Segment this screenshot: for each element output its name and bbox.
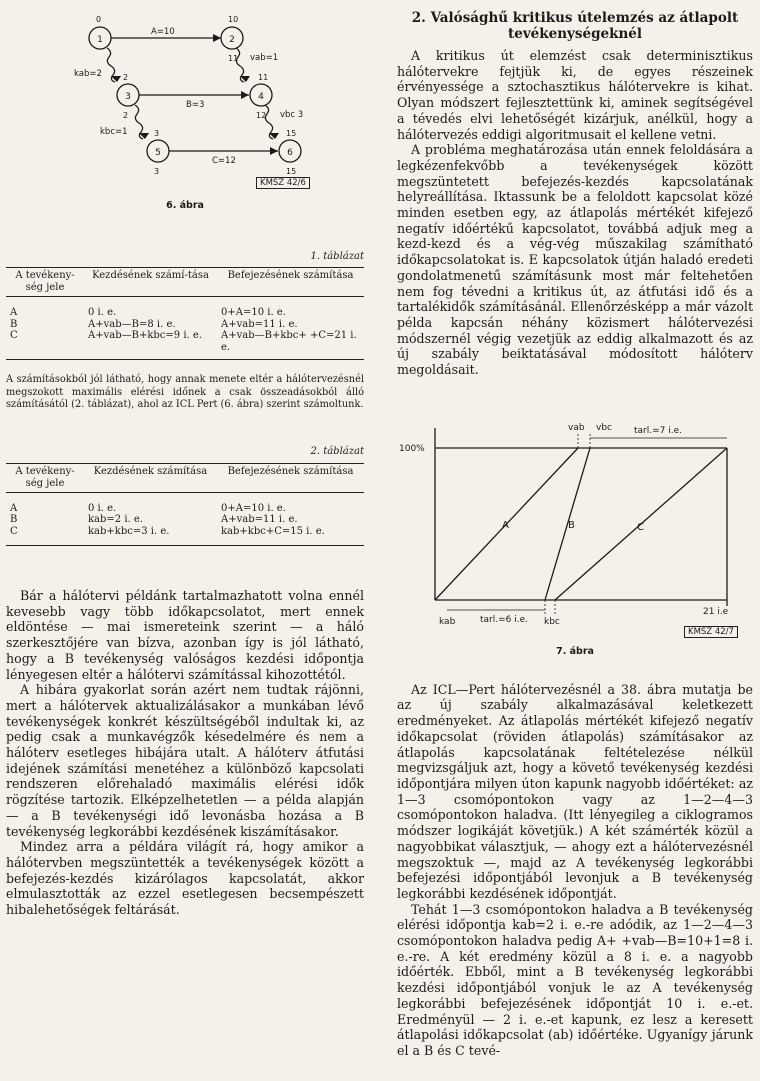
tarl6-label: tarl.=6 i.e. bbox=[480, 614, 528, 625]
table2-header: Kezdésének számítása bbox=[93, 465, 208, 477]
node-4-label: 4 bbox=[258, 92, 264, 102]
table-cell: kab+kbc+C=15 i. e. bbox=[221, 525, 325, 537]
table1-header: Kezdésének számí-tása bbox=[92, 270, 209, 281]
fig7-caption: 7. ábra bbox=[556, 645, 594, 657]
table1-header-row bbox=[6, 268, 364, 297]
node-3-label: 3 bbox=[125, 92, 131, 102]
label-c: C=12 bbox=[212, 156, 236, 166]
node-1-label: 1 bbox=[97, 35, 103, 45]
right-column bbox=[397, 0, 753, 1059]
table-row bbox=[6, 297, 364, 319]
table2 bbox=[6, 463, 364, 547]
node-5-label: 5 bbox=[155, 148, 161, 158]
fig6-code: KMSZ 42/6 bbox=[256, 177, 310, 189]
right-body-bottom bbox=[397, 682, 753, 1059]
table-cell: C bbox=[10, 525, 18, 537]
table-cell: A+vab—B=8 i. e. bbox=[88, 318, 176, 330]
time-n2: 10 bbox=[228, 15, 239, 24]
kbc-label: kbc bbox=[544, 616, 560, 627]
table-cell: A+vab—B+kbc+ +C=21 i. e. bbox=[221, 330, 357, 353]
table-cell: 0 i. e. bbox=[88, 502, 117, 514]
fig7-code: KMSZ 42/7 bbox=[684, 626, 738, 638]
time-n6b: 15 bbox=[286, 167, 297, 176]
table-cell: B bbox=[10, 318, 18, 330]
table-row bbox=[6, 514, 364, 526]
left-paragraph: Mindez arra a példára világít rá, hogy amikor a hálótervben megszüntették a tevékenységek között a befejezés-kezdés kizárólagos kapcsolatát, akkor elmulasztották az ezzel esetlegesen becsempészett hibalehetőségek feltárását. bbox=[6, 839, 364, 918]
table-cell: A+vab=11 i. e. bbox=[221, 514, 298, 525]
label-b: B=3 bbox=[186, 100, 205, 110]
table-cell: 0+A=10 i. e. bbox=[221, 502, 286, 514]
table-cell: B bbox=[10, 514, 18, 525]
label-vbc: vbc 3 bbox=[280, 110, 304, 120]
label-a: A=10 bbox=[151, 27, 175, 37]
time-n5b: 3 bbox=[154, 167, 160, 176]
network-diagram bbox=[6, 0, 364, 200]
table-cell: 0+A=10 i. e. bbox=[221, 307, 286, 318]
time-n5: 3 bbox=[154, 129, 160, 138]
time-n1: 0 bbox=[96, 15, 102, 24]
table-cell: A+vab=11 i. e. bbox=[221, 318, 298, 330]
table-row bbox=[6, 319, 364, 331]
left-column bbox=[6, 0, 364, 918]
tarl7-label: tarl.=7 i.e. bbox=[634, 425, 682, 436]
label-kab: kab=2 bbox=[74, 69, 102, 79]
series-b-label: B bbox=[568, 519, 575, 531]
time-n3b: 2 bbox=[123, 111, 129, 120]
time-n4: 11 bbox=[258, 73, 269, 82]
table-row bbox=[6, 330, 364, 360]
label-vab: vab=1 bbox=[250, 53, 279, 63]
kab-label: kab bbox=[439, 616, 456, 627]
figure-7 bbox=[397, 418, 753, 668]
time-n3: 2 bbox=[123, 73, 129, 82]
left-paragraph: Bár a hálótervi példánk tartalmazhatott volna ennél kevesebb vagy több időkapcsolatot, mert ennek eldöntése — mai ismereteink szerint — a háló szerkesztőjére van bízva, azonban így is jól látható, hogy a B tevékenység valóságos kezdési időpontja lényegesen eltér a hálótervi számítással kihozottétól. bbox=[6, 588, 364, 682]
right-paragraph: A probléma meghatározása után ennek feloldására a legkézenfekvőbb a tevékenységek között megszüntetett befejezés-kezdés kapcsolatának helyreállítása. Iktassunk be a feloldott kapcsolat közé minden esetben egy, az átlapolás mértékét kifejező negatív időértékű kapcsolatot, továbbá adjuk meg a kezd-kezd és a vég-vég műszakilag számítható időkapcsolatokat is. E kapcsolatok útján haladó eredeti gondolatmenetű számításunk most már feltehetően nem fog tévedni a kritikus út, az átfutási idő és a tartalékidők számításánál. Ellenőrzésképp a már vázolt példa kapcsán néhány közismert hálótervezési módszernél végig vezetjük az eddig alkalmazott és az új szabály beiktatásával módosított hálóterv megoldásait. bbox=[397, 142, 753, 378]
table-cell: C bbox=[10, 330, 18, 341]
table1-note: A számításokból jól látható, hogy annak menete eltér a hálótervezésnél megszokott maximális elérési időnek a csak összeadásokból álló számításától (2. táblázat), ahol az ICL Pert (6. ábra) szerint számoltunk. bbox=[6, 374, 364, 410]
table-row bbox=[6, 526, 364, 546]
right-paragraph: A kritikus út elemzést csak determinisztikus hálótervekre fejtjük ki, de egyes részeinek érvényessége a sztochasztikus hálótervekre is kihat. Olyan módszert fejlesztettünk ki, aminek segítségével a tévedés elvi lehetőségét kizárjuk, anélkül, hogy a hálótervezés eddigi algoritmusait el kellene vetni. bbox=[397, 48, 753, 142]
table2-header-row bbox=[6, 463, 364, 492]
vab-label: vab bbox=[568, 422, 585, 433]
time-n4b: 12 bbox=[256, 111, 267, 120]
table-cell: kab=2 i. e. bbox=[88, 514, 143, 525]
table2-header: A tevékeny-ség jele bbox=[15, 465, 75, 489]
label-kbc: kbc=1 bbox=[100, 127, 128, 137]
section-title: 2. Valósághű kritikus útelemzés az átlapolt tevékenységeknél bbox=[411, 10, 739, 42]
t21-label: 21 i.e bbox=[703, 606, 729, 617]
table-cell: A bbox=[10, 307, 18, 318]
table1-label: 1. táblázat bbox=[310, 251, 364, 262]
overlap-diagram bbox=[397, 418, 753, 648]
node-6-label: 6 bbox=[287, 148, 293, 158]
right-paragraph: Tehát 1—3 csomópontokon haladva a B tevékenység elérési időpontja kab=2 i. e.-re adódik, az 1—2—4—3 csomópontokon haladva pedig A+ +vab—B=10+1=8 i. e.-re. A két eredmény közül a 8 i. e. a nagyobb időérték. Ebből, mint a B tevékenység legkorábbi kezdési időpontjából vonjuk le az A tevékenység legkorábbi befejezésének időpontját 10 i. e.-et. Eredményül — 2 i. e.-et kapunk, ez lesz a keresett átlapolási időkapcsolat (ab) időértéke. Ugyanígy járunk el a B és C tevé- bbox=[397, 901, 753, 1058]
node-2-label: 2 bbox=[229, 35, 235, 45]
series-c-label: C bbox=[637, 521, 644, 533]
series-a-label: A bbox=[502, 519, 509, 531]
vbc-label: vbc bbox=[596, 422, 612, 433]
figure-6 bbox=[6, 0, 364, 215]
time-n2b: 11 bbox=[228, 54, 239, 63]
table1 bbox=[6, 267, 364, 360]
time-n6: 15 bbox=[286, 129, 297, 138]
table1-header: Befejezésének számítása bbox=[227, 270, 354, 281]
table1-header: A tevékeny-ség jele bbox=[15, 270, 75, 293]
table-cell: A+vab—B+kbc=9 i. e. bbox=[88, 330, 202, 341]
fig6-caption: 6. ábra bbox=[166, 200, 204, 211]
table2-label: 2. táblázat bbox=[310, 445, 364, 457]
left-body bbox=[6, 588, 364, 918]
left-paragraph: A hibára gyakorlat során azért nem tudtak rájönni, mert a hálótervek aktualizálásakor a munkában lévő tevékenységek konkrét készültségéből indultak ki, az pedig csak a munkavégzők késedelmére és nem a hálóterv esetleges hibájára utalt. A hálóterv átfutási idejének számítási menetéhez a különböző kapcsolati rendszeren előrehaladó maximális elérési idők rögzítése tartozik. Elképzelhetetlen — a példa alapján — a B tevékenységi idő levonásba hozása a B tevékenység legkorábbi kezdésének kiszámításakor. bbox=[6, 682, 364, 839]
right-paragraph: Az ICL—Pert hálótervezésnél a 38. ábra mutatja be az új szabály alkalmazásával keletkezett eredményeket. Az átlapolás mértékét kifejező negatív időkapcsolat (röviden átlapolás) számításakor az átlapolás kapcsolatának feltételezése nélkül megvizsgáljuk azt, hogy a követő tevékenység kezdési időpontjára milyen úton kapunk nagyobb időértéket: az 1—3 csomópontokon vagy az 1—2—4—3 csomópontokon haladva. (Itt lényegileg a ciklogramos módszer logikáját követjük.) A két számérték közül a nagyobbikat választjuk, — ahogy ezt a hálótervezésnél megszoktuk —, majd az A tevékenység legkorábbi befejezési időpontjából levonjuk a B tevékenység legkorábbi kezdésének időpontját. bbox=[397, 681, 753, 901]
table2-header: Befejezésének számítása bbox=[227, 465, 354, 477]
table-cell: A bbox=[10, 502, 18, 514]
y-100-label: 100% bbox=[399, 443, 425, 454]
table-cell: 0 i. e. bbox=[88, 307, 117, 318]
table-row bbox=[6, 492, 364, 514]
table-cell: kab+kbc=3 i. e. bbox=[88, 525, 170, 537]
right-body-top bbox=[397, 48, 753, 378]
